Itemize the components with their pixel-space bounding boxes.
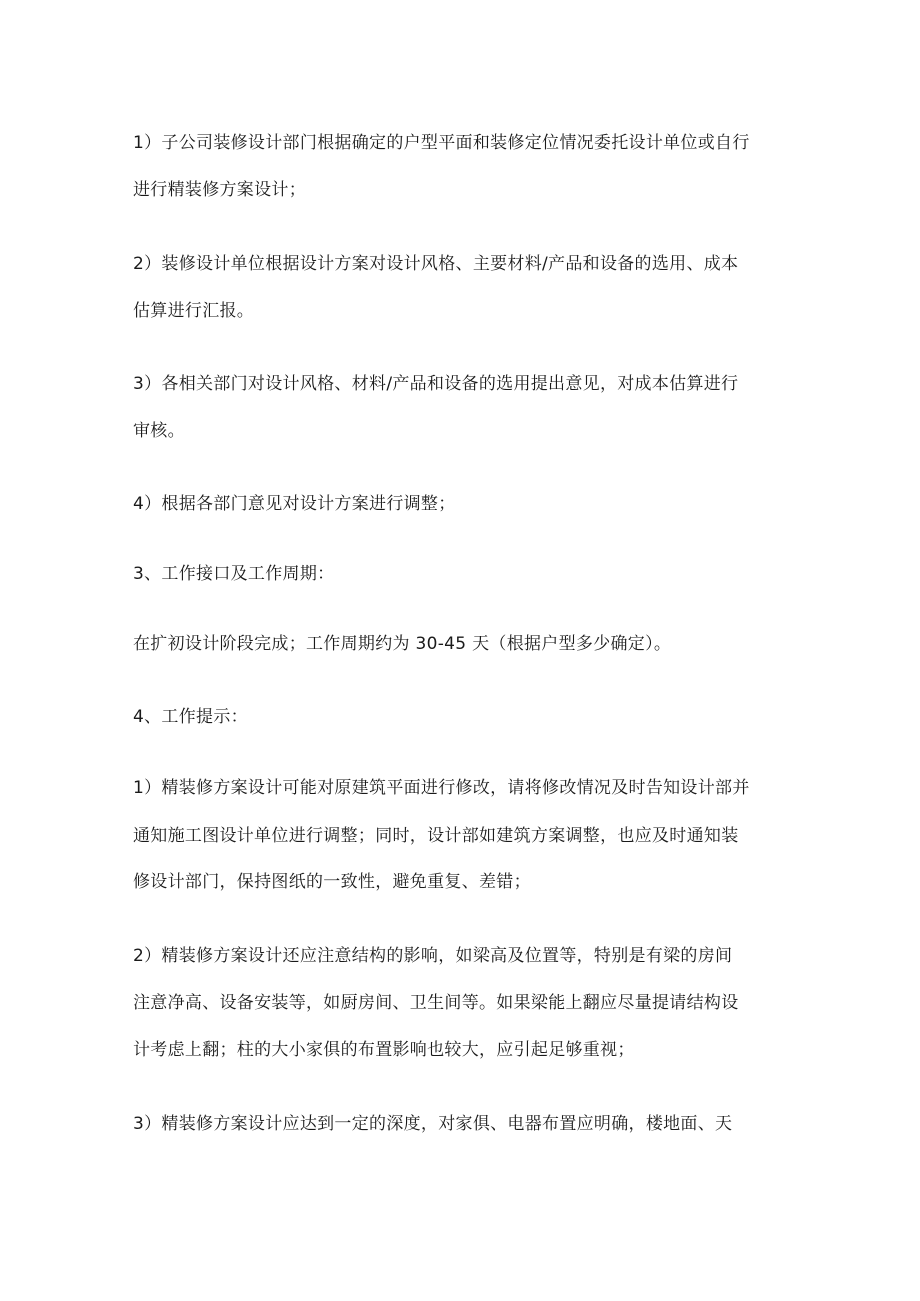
text-line: 注意净高、设备安装等，如厨房间、卫生间等。如果梁能上翻应尽量提请结构设 xyxy=(133,993,739,1013)
section-heading: 3、工作接口及工作周期： xyxy=(133,564,335,584)
text-line: 3）各相关部门对设计风格、材料/产品和设备的选用提出意见，对成本估算进行 xyxy=(133,374,739,394)
text-line: 进行精装修方案设计； xyxy=(133,180,306,200)
text-line: 计考虑上翻；柱的大小家俱的布置影响也较大，应引起足够重视； xyxy=(133,1040,635,1060)
text-line: 2）装修设计单位根据设计方案对设计风格、主要材料/产品和设备的选用、成本 xyxy=(133,254,739,274)
text-line: 3）精装修方案设计应达到一定的深度，对家俱、电器布置应明确，楼地面、天 xyxy=(133,1114,733,1134)
section-heading: 4、工作提示： xyxy=(133,707,248,727)
text-line: 修设计部门，保持图纸的一致性，避免重复、差错； xyxy=(133,872,531,892)
text-line: 4）根据各部门意见对设计方案进行调整； xyxy=(133,494,456,514)
text-line: 2）精装修方案设计还应注意结构的影响，如梁高及位置等，特别是有梁的房间 xyxy=(133,946,733,966)
text-line: 1）精装修方案设计可能对原建筑平面进行修改，请将修改情况及时告知设计部并 xyxy=(133,778,750,798)
text-line: 审核。 xyxy=(133,421,185,441)
text-line: 估算进行汇报。 xyxy=(133,301,255,321)
text-line: 1）子公司装修设计部门根据确定的户型平面和装修定位情况委托设计单位或自行 xyxy=(133,133,750,153)
text-line: 在扩初设计阶段完成；工作周期约为 30-45 天（根据户型多少确定）。 xyxy=(133,634,672,654)
text-line: 通知施工图设计单位进行调整；同时，设计部如建筑方案调整，也应及时通知装 xyxy=(133,826,739,846)
